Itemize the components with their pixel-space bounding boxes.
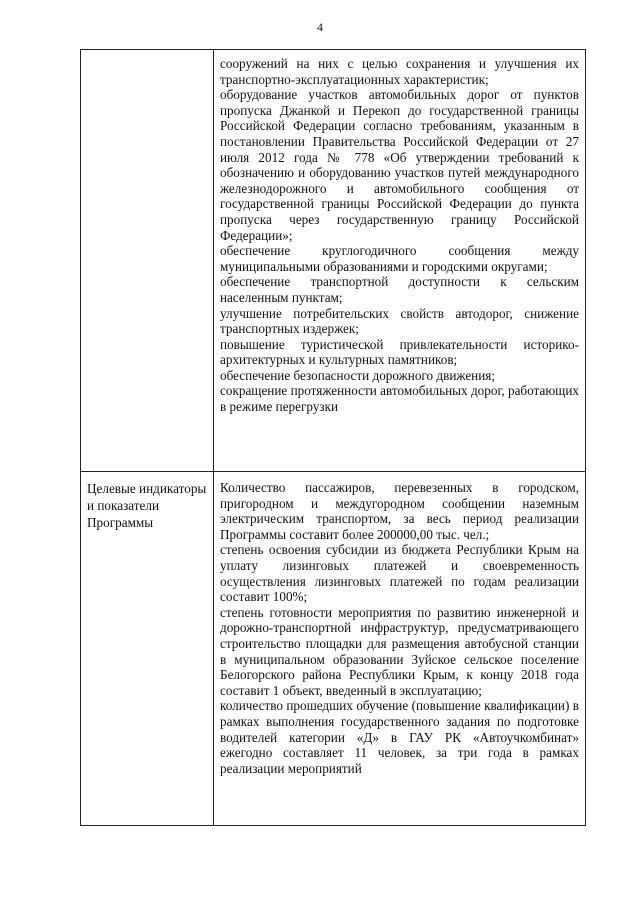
- paragraph: количество прошедших обучение (повышение квалификации) в рамках выполнения государственного задания по подготовке водителей категории «Д» в ГАУ РК «Автоучкомбинат» ежегодно составляет 11 человек, за три года в рамках реализации мероприятий: [220, 698, 579, 776]
- paragraph: степень освоения субсидии из бюджета Республики Крым на уплату лизинговых платежей и своевременность осуществления лизинговых платежей по годам реализации составит 100%;: [220, 542, 579, 605]
- row-label-cell: [81, 50, 214, 472]
- row-content-cell: [214, 50, 586, 472]
- paragraph: степень готовности мероприятия по развитию инженерной и дорожно-транспортной инфраструктур, предусматривающего строительство площадки для размещения автобусной станции в муниципальном образовании Зуйское сельское поселение Белогорского района Республики Крым, к концу 2018 года составит 1 объект, введенный в эксплуатацию;: [220, 604, 579, 698]
- row-content-cell: [214, 472, 586, 826]
- target-indicators-label: Целевые индикаторы и показатели Программы: [87, 481, 207, 530]
- paragraph: обеспечение безопасности дорожного движения;: [220, 367, 496, 383]
- paragraph: обеспечение транспортной доступности к сельским населенным пунктам;: [220, 274, 579, 305]
- row-label-cell: [81, 472, 214, 826]
- paragraph: сооружений на них с целью сохранения и улучшения их транспортно-эксплуатационных характеристик;: [220, 56, 579, 87]
- paragraph: сокращение протяженности автомобильных дорог, работающих в режиме перегрузки: [220, 383, 579, 415]
- program-passport-table: [80, 49, 586, 826]
- table-row: [81, 50, 586, 472]
- page-number: 4: [317, 20, 323, 34]
- paragraph: повышение туристической привлекательности историко-архитектурных и культурных памятников;: [220, 336, 579, 368]
- table-row: [81, 472, 586, 826]
- paragraph: Количество пассажиров, перевезенных в городском, пригородном и междугородном сообщении наземным электрическим транспортом, за весь период реализации Программы составит более 200000,00 тыс. чел.;: [220, 480, 579, 542]
- paragraph: оборудование участков автомобильных дорог от пунктов пропуска Джанкой и Перекоп до государственной границы Российской Федерации согласно требованиям, указанным в постановлении Правительства Российской Федерации от 27 июля 2012 года № 778 «Об утверждении требований к обозначению и оборудованию участков путей международного железнодорожного и автомобильного сообщения от государственной границы Российской Федерации до пункта пропуска через государственную границу Российской Федерации»;: [220, 87, 579, 243]
- paragraph: улучшение потребительских свойств автодорог, снижение транспортных издержек;: [220, 305, 579, 337]
- paragraph: обеспечение круглогодичного сообщения между муниципальными образованиями и городскими округами;: [220, 243, 579, 274]
